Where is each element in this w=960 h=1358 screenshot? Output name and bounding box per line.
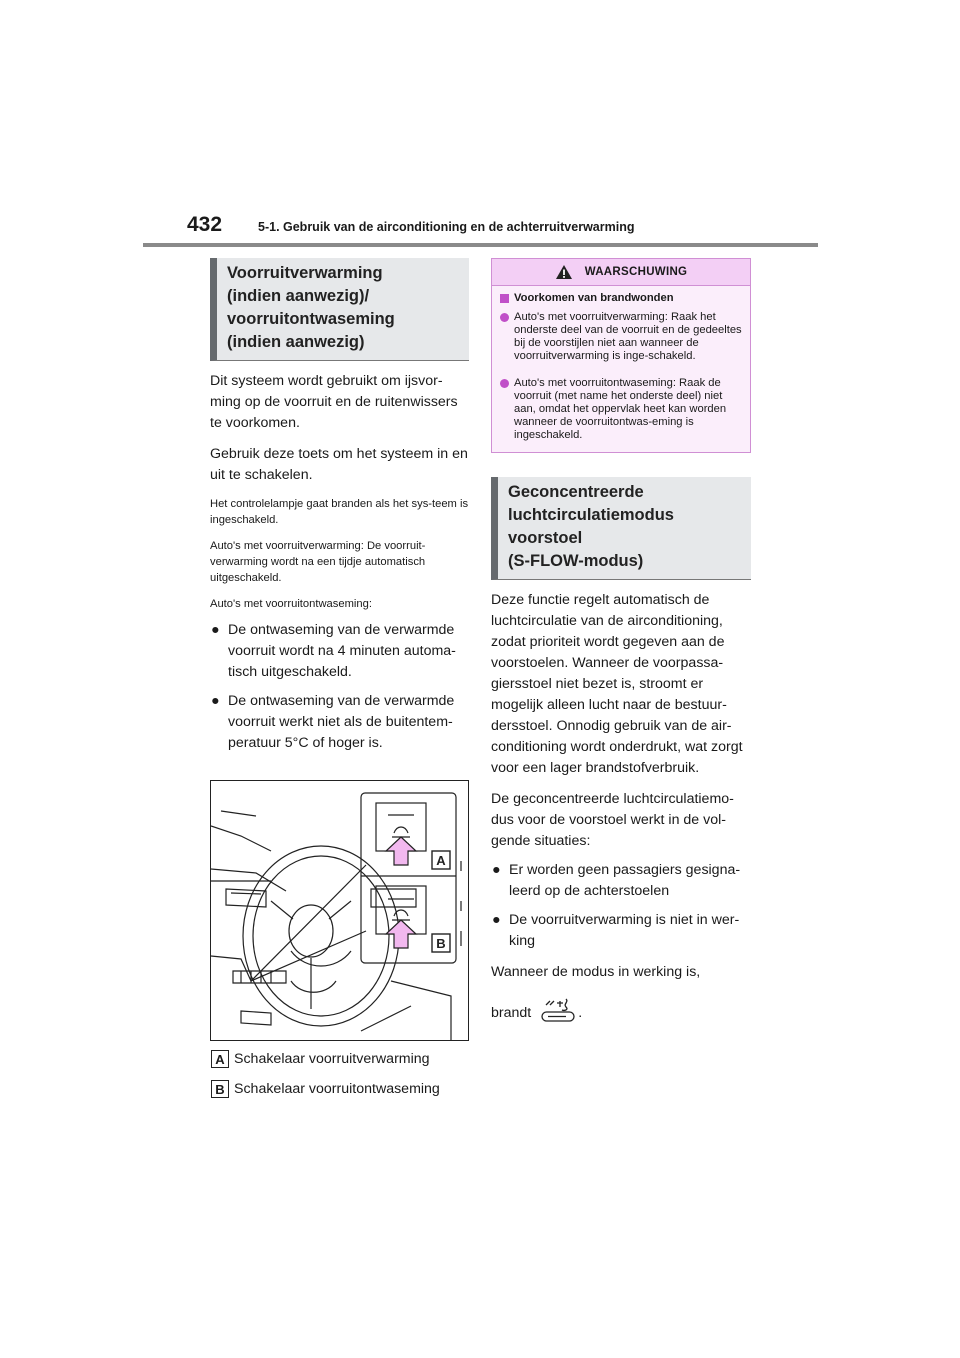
warning-item (500, 377, 742, 442)
paragraph: Gebruik deze toets om het systeem in en uit te schakelen. (210, 446, 468, 483)
bullet-icon: ● (492, 862, 501, 878)
dashboard-illustration (210, 780, 469, 1041)
section-title-line: (S-FLOW-modus) (508, 552, 644, 570)
note: Auto's met voorruitontwaseming: (210, 598, 372, 610)
warning-box (491, 258, 751, 453)
section-title-line: luchtcirculatiemodus voorstoel (508, 506, 674, 547)
legend-item (210, 1047, 469, 1071)
paragraph-text: brandt (491, 1005, 532, 1021)
chapter-title: 5-1. Gebruik van de airconditioning en de achterruitverwarming (258, 220, 635, 234)
warning-subtitle-text: Voorkomen van brandwonden (514, 292, 674, 304)
warning-title: WAARSCHUWING (584, 266, 688, 278)
bullet-icon: ● (211, 622, 220, 638)
paragraph: Wanneer de modus in werking is, (491, 964, 701, 980)
right-column (491, 258, 751, 1024)
list-item (210, 620, 469, 683)
page-number: 432 (187, 213, 223, 236)
paragraph: De geconcentreerde luchtcirculatiemo-dus voor de voorstoel werkt in de vol-gende situaties: (491, 791, 734, 849)
warning-item (500, 311, 742, 363)
section-title-windshield-heating (210, 258, 469, 361)
bullet-icon: ● (211, 693, 220, 709)
dashboard-drawing (211, 781, 468, 1040)
warning-item-text: Auto's met voorruitverwarming: Raak het onderste deel van de voorruit en de gedeeltes bij de voorstijlen niet aan wanneer de voorruitverwarming is inge-schakeld. (514, 311, 742, 362)
s-flow-indicator-icon (538, 997, 578, 1023)
list-item (491, 860, 751, 902)
list-item (491, 910, 751, 952)
note: Auto's met voorruitverwarming: De voorruit-verwarming wordt na een tijdje automatisch uitgeschakeld. (210, 540, 426, 584)
square-bullet-icon (500, 294, 509, 303)
list-item (210, 691, 469, 754)
section-title-line: Geconcentreerde (508, 483, 644, 501)
section-title-line: (indien aanwezig) (227, 333, 365, 351)
header-divider (143, 243, 818, 247)
paragraph-text: . (578, 1005, 583, 1021)
list-item-text: De voorruitverwarming is niet in wer-king (509, 912, 740, 949)
section-title-s-flow (491, 477, 751, 580)
warning-body (492, 286, 750, 452)
paragraph: Dit systeem wordt gebruikt om ijsvor-ming op de voorruit en de ruitenwissers te voorkomen. (210, 373, 458, 431)
section-title-line: (indien aanwezig)/ (227, 287, 370, 305)
warning-header (492, 259, 750, 286)
left-column (210, 258, 469, 1101)
section-title-line: Voorruitverwarming (227, 264, 383, 282)
legend-key-box: B (211, 1080, 229, 1098)
bullet-icon: ● (492, 912, 501, 928)
legend-text: Schakelaar voorruitontwaseming (234, 1081, 440, 1097)
legend-text: Schakelaar voorruitverwarming (234, 1051, 430, 1067)
list-item-text: De ontwaseming van de verwarmde voorruit werkt niet als de buitentem-peratuur 5°C of hoger is. (228, 693, 455, 751)
list-item-text: De ontwaseming van de verwarmde voorruit wordt na 4 minuten automa-tisch uitgeschakeld. (228, 622, 456, 680)
list-item-text: Er worden geen passagiers gesigna-leerd op de achterstoelen (509, 862, 741, 899)
warning-item-text: Auto's met voorruitontwaseming: Raak de voorruit (met name het onderste deel) niet aan, omdat het oppervlak heet kan worden wanneer de voorruitontwas-eming is ingeschakeld. (514, 377, 727, 441)
paragraph-with-icon (491, 997, 751, 1024)
figure-label-a: A (436, 853, 446, 868)
circle-bullet-icon (500, 379, 509, 388)
section-title-line: voorruitontwaseming (227, 310, 395, 328)
paragraph: Deze functie regelt automatisch de luchtcirculatie van de airconditioning, zodat prioriteit wordt gegeven aan de voorstoelen. Wanneer de voorpassa-giersstoel niet bezet is, stroomt er mogelijk alleen lucht naar de bestuur-dersstoel. Onnodig gebruik van de air-conditioning wordt onderdrukt, wat zorgt voor een lager brandstofverbruik. (491, 592, 743, 776)
warning-subtitle (500, 292, 742, 305)
circle-bullet-icon (500, 313, 509, 322)
figure-label-b: B (436, 936, 446, 951)
legend-item (210, 1077, 469, 1101)
warning-triangle-icon (555, 264, 573, 280)
legend-key-box: A (211, 1050, 229, 1068)
note: Het controlelampje gaat branden als het sys-teem is ingeschakeld. (210, 498, 469, 526)
